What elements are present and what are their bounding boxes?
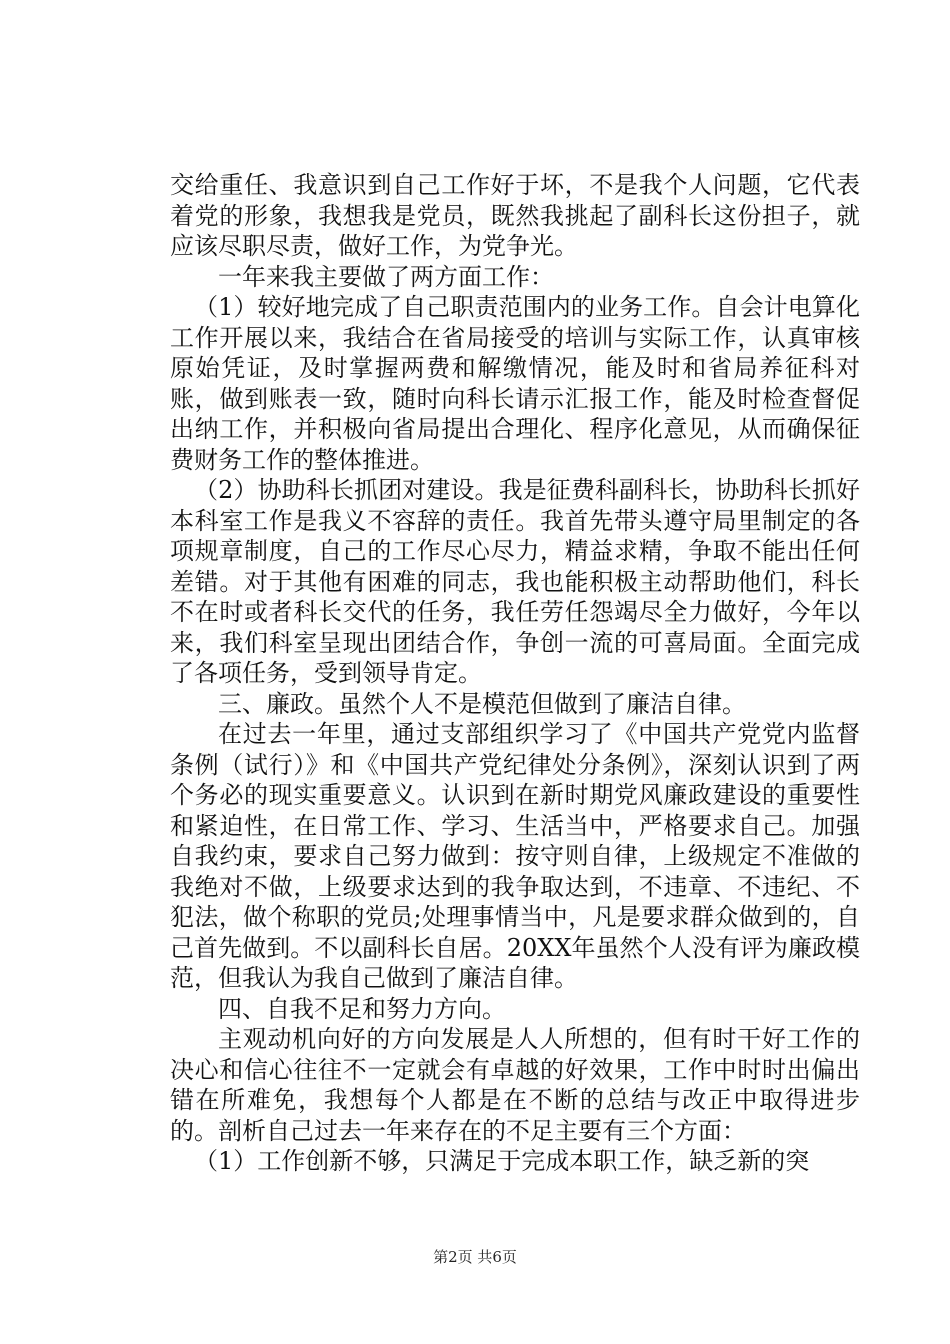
section-heading-integrity: 三、廉政。虽然个人不是模范但做到了廉洁自律。	[218, 689, 746, 718]
document-body	[170, 170, 860, 1177]
section-heading-shortcomings: 四、自我不足和努力方向。	[218, 994, 506, 1023]
paragraph-shortcomings-body: 主观动机向好的方向发展是人人所想的，但有时干好工作的决心和信心往往不一定就会有卓越的好效果，工作中时时出偏出错在所难免，我想每个人都是在不断的总结与改正中取得进步的。剖析自己过去一年来存在的不足主要有三个方面：	[170, 1025, 860, 1145]
page-number-footer: 第2页 共6页	[433, 1248, 517, 1266]
paragraph-continuation: 交给重任、我意识到自己工作好于坏，不是我个人问题，它代表着党的形象，我想我是党员，既然我挑起了副科长这份担子，就应该尽职尽责，做好工作，为党争光。	[170, 171, 860, 260]
paragraph-work-summary-heading: 一年来我主要做了两方面工作：	[218, 262, 554, 291]
paragraph-work-item-2: （2）协助科长抓团对建设。我是征费科副科长，协助科长抓好本科室工作是我义不容辞的责任。我首先带头遵守局里制定的各项规章制度，自己的工作尽心尽力，精益求精，争取不能出任何差错。对于其他有困难的同志，我也能积极主动帮助他们，科长不在时或者科长交代的任务，我任劳任怨竭尽全力做好，今年以来，我们科室呈现出团结合作，争创一流的可喜局面。全面完成了各项任务，受到领导肯定。	[170, 476, 860, 687]
paragraph-work-item-1: （1）较好地完成了自己职责范围内的业务工作。自会计电算化工作开展以来，我结合在省局接受的培训与实际工作，认真审核原始凭证，及时掌握两费和解缴情况，能及时和省局养征科对账，做到账表一致，随时向科长请示汇报工作，能及时检查督促出纳工作，并积极向省局提出合理化、程序化意见，从而确保征费财务工作的整体推进。	[170, 293, 860, 474]
paragraph-integrity-body: 在过去一年里，通过支部组织学习了《中国共产党党内监督条例（试行）》和《中国共产党纪律处分条例》，深刻认识到了两个务必的现实重要意义。认识到在新时期党风廉政建设的重要性和紧迫性，在日常工作、学习、生活当中，严格要求自己。加强自我约束，要求自己努力做到：按守则自律，上级规定不准做的我绝对不做，上级要求达到的我争取达到，不违章、不违纪、不犯法，做个称职的党员;处理事情当中，凡是要求群众做到的，自己首先做到。不以副科长自居。20XX年虽然个人没有评为廉政模范，但我认为我自己做到了廉洁自律。	[170, 720, 860, 992]
paragraph-shortcoming-item-1: （1）工作创新不够，只满足于完成本职工作，缺乏新的突	[194, 1147, 810, 1175]
